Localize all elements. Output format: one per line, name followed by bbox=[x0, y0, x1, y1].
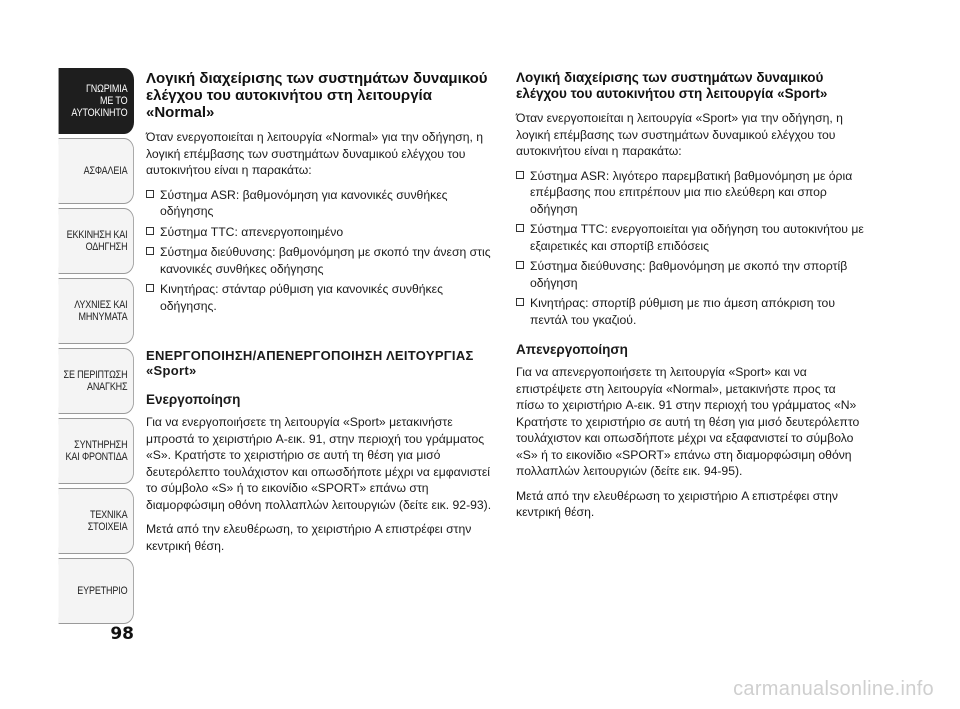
checkbox-bullet-icon bbox=[516, 171, 524, 179]
subsection-title: Ενεργοποίηση bbox=[146, 392, 241, 407]
tab-emergency[interactable] bbox=[59, 348, 134, 414]
body-paragraph: Μετά από την ελευθέρωση, το χειριστήριο A επιστρέφει στην κεντρική θέση. bbox=[146, 522, 472, 553]
list-item bbox=[146, 281, 494, 314]
list-item bbox=[516, 295, 864, 328]
tab-label: ΣΕ ΠΕΡΙΠΤΩΣΗ ΑΝΑΓΚΗΣ bbox=[63, 369, 128, 393]
body-paragraph: Μετά από την ελευθέρωση το χειριστήριο A επιστρέφει στην κεντρική θέση. bbox=[516, 488, 838, 519]
checkbox-bullet-icon bbox=[146, 190, 154, 198]
right-column bbox=[516, 70, 864, 529]
intro-paragraph: Όταν ενεργοποιείται η λειτουργία «Sport» για την οδήγηση, η λογική επέμβασης των συστημάτων δυναμικού ελέγχου του αυτοκινήτου είναι η παρακάτω: bbox=[516, 111, 843, 158]
tab-label: ΓΝΩΡΙΜΙΑ ΜΕ ΤΟ ΑΥΤΟΚΙΝΗΤΟ bbox=[71, 83, 128, 119]
body-paragraph: Για να ενεργοποιήσετε τη λειτουργία «Sport» μετακινήστε μπροστά το χειριστήριο A-εικ. 91, στην περιοχή του γράμματος «S». Κρατήστε το χειριστήριο σε αυτή τη θέση για μισό δευτερόλεπτο τουλάχιστον και οπωσδήποτε μέχρι να εμφανιστεί το σύμβολο «S» ή το εικονίδιο «SPORT» επάνω στη διαμορφώσιμη οθόνη πολλαπλών λειτουργιών (δείτε εικ. 92-93). bbox=[146, 415, 492, 512]
list-item bbox=[516, 221, 864, 254]
subsection-title: Απενεργοποίηση bbox=[516, 342, 628, 357]
tab-index[interactable] bbox=[59, 558, 134, 624]
left-column bbox=[146, 70, 494, 562]
tab-getting-to-know[interactable] bbox=[59, 68, 134, 134]
tab-starting-driving[interactable] bbox=[59, 208, 134, 274]
list-item-text: Σύστημα ASR: λιγότερο παρεμβατική βαθμονόμηση με όρια επέμβασης που επιτρέπουν μια πιο ελεύθερη και σπορ οδήγηση bbox=[530, 168, 853, 216]
checkbox-bullet-icon bbox=[146, 227, 154, 235]
checkbox-bullet-icon bbox=[516, 224, 524, 232]
body-paragraph: Για να απενεργοποιήσετε τη λειτουργία «Sport» και να επιστρέψετε στη λειτουργία «Normal», μετακινήστε προς τα πίσω το χειριστήριο A-εικ. 91 στην περιοχή του γράμματος «N» Κρατήστε το χειριστήριο σε αυτή τη θέση για μισό δευτερόλεπτο τουλάχιστον και οπωσδήποτε μέχρι να εξαφανιστεί το σύμβολο «S» ή το εικονίδιο «SPORT» επάνω στη διαμορφώσιμη οθόνη πολλαπλών λειτουργιών (δείτε εικ. 94-95). bbox=[516, 365, 860, 478]
tab-label: ΑΣΦΑΛΕΙΑ bbox=[83, 165, 128, 177]
intro-paragraph: Όταν ενεργοποιείται η λειτουργία «Normal» για την οδήγηση, η λογική επέμβασης των συστημάτων δυναμικού ελέγχου του αυτοκινήτου είναι η παρακάτω: bbox=[146, 130, 484, 177]
tab-label: ΣΥΝΤΗΡΗΣΗ ΚΑΙ ΦΡΟΝΤΙΔΑ bbox=[65, 439, 128, 463]
bullet-list bbox=[516, 168, 864, 329]
list-item bbox=[146, 224, 494, 241]
section-heading: Λογική διαχείρισης των συστημάτων δυναμικού ελέγχου του αυτοκινήτου στη λειτουργία «Sport» bbox=[516, 70, 828, 101]
list-item bbox=[146, 244, 494, 277]
checkbox-bullet-icon bbox=[516, 261, 524, 269]
tab-warning-lights[interactable] bbox=[59, 278, 134, 344]
page-number: 98 bbox=[110, 624, 134, 644]
site-watermark: carmanualsonline.info bbox=[733, 678, 934, 700]
list-item-text: Κινητήρας: στάνταρ ρύθμιση για κανονικές συνθήκες οδήγησης. bbox=[160, 282, 443, 313]
list-item-text: Κινητήρας: σπορτίβ ρύθμιση με πιο άμεση απόκριση του πεντάλ του γκαζιού. bbox=[530, 296, 835, 327]
tab-label: ΤΕΧΝΙΚΑ ΣΤΟΙΧΕΙΑ bbox=[87, 509, 128, 533]
list-item-text: Σύστημα TTC: ενεργοποιείται για οδήγηση του αυτοκινήτου με εξαιρετικές και σπορτίβ επιδόσεις bbox=[530, 222, 864, 253]
checkbox-bullet-icon bbox=[146, 247, 154, 255]
chapter-tabs bbox=[42, 68, 134, 628]
list-item-text: Σύστημα διεύθυνσης: βαθμονόμηση με σκοπό την σπορτίβ οδήγηση bbox=[530, 259, 848, 290]
list-item bbox=[146, 187, 494, 220]
checkbox-bullet-icon bbox=[146, 284, 154, 292]
list-item-text: Σύστημα διεύθυνσης: βαθμονόμηση με σκοπό την άνεση στις κανονικές συνθήκες οδήγησης bbox=[160, 245, 491, 276]
tab-label: ΕΚΚΙΝΗΣΗ ΚΑΙ ΟΔΗΓΗΣΗ bbox=[66, 229, 128, 253]
tab-label: ΛΥΧΝΙΕΣ ΚΑΙ ΜΗΝΥΜΑΤΑ bbox=[74, 299, 128, 323]
list-item-text: Σύστημα TTC: απενεργοποιημένο bbox=[160, 224, 344, 239]
section-heading: Λογική διαχείρισης των συστημάτων δυναμικού ελέγχου του αυτοκινήτου στη λειτουργία «Normal» bbox=[146, 70, 488, 121]
list-item bbox=[516, 258, 864, 291]
tab-safety[interactable] bbox=[59, 138, 134, 204]
section-title: ΕΝΕΡΓΟΠΟΙΗΣΗ/ΑΠΕΝΕΡΓΟΠΟΙΗΣΗ ΛΕΙΤΟΥΡΓΙΑΣ «Sport» bbox=[146, 348, 474, 378]
list-item bbox=[516, 168, 864, 218]
bullet-list bbox=[146, 187, 494, 315]
tab-technical-data[interactable] bbox=[59, 488, 134, 554]
list-item-text: Σύστημα ASR: βαθμονόμηση για κανονικές συνθήκες οδήγησης bbox=[160, 187, 448, 218]
checkbox-bullet-icon bbox=[516, 298, 524, 306]
tab-label: ΕΥΡΕΤΗΡΙΟ bbox=[77, 585, 128, 597]
tab-maintenance[interactable] bbox=[59, 418, 134, 484]
